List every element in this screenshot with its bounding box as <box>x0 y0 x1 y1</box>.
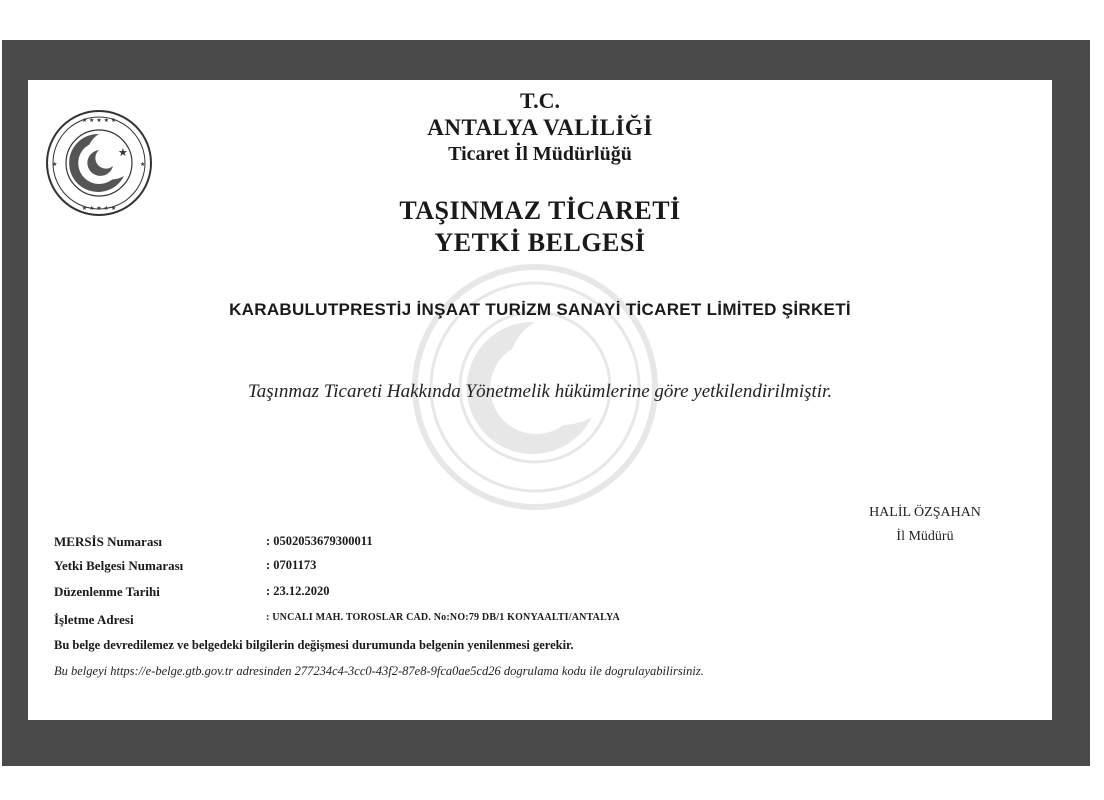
certificate-title-line2: YETKİ BELGESİ <box>434 228 646 257</box>
business-address-label: İşletme Adresi <box>54 612 134 627</box>
verification-note: Bu belgeyi https://e-belge.gtb.gov.tr adresinden 277234c4-3cc0-43f2-87e8-9fca0ae5cd26 dogrulama kodu ile dogrulayabilirsiniz. <box>54 664 704 678</box>
svg-text:★ ★ ★ ★ ★: ★ ★ ★ ★ ★ <box>81 205 117 212</box>
business-address-value: : UNCALI MAH. TOROSLAR CAD. No:NO:79 DB/1 KONYAALTI/ANTALYA <box>266 612 620 623</box>
certificate-number-value: : 0701173 <box>266 558 317 572</box>
signatory-name: HALİL ÖZŞAHAN <box>869 505 981 520</box>
company-name: KARABULUTPRESTİJ İNŞAAT TURİZM SANAYİ TİCARET LİMİTED ŞİRKETİ <box>229 300 851 319</box>
certificate-number-label: Yetki Belgesi Numarası <box>54 558 184 573</box>
issue-date-value: : 23.12.2020 <box>266 584 330 598</box>
non-transferable-notice: Bu belge devredilemez ve belgedeki bilgilerin değişmesi durumunda belgenin yenilenmesi gerekir. <box>54 638 574 652</box>
ministry-seal-icon <box>44 108 154 218</box>
mersis-label: MERSİS Numarası <box>54 534 162 549</box>
header-tc: T.C. <box>520 88 560 113</box>
svg-text:★: ★ <box>118 146 128 159</box>
certificate-title-line1: TAŞINMAZ TİCARETİ <box>399 196 681 225</box>
issue-date-label: Düzenlenme Tarihi <box>54 584 160 599</box>
authorization-statement: Taşınmaz Ticareti Hakkında Yönetmelik hükümlerine göre yetkilendirilmiştir. <box>247 381 833 402</box>
mersis-value: : 0502053679300011 <box>266 534 373 548</box>
signatory-title: İl Müdürü <box>896 529 954 544</box>
svg-text:★: ★ <box>52 161 58 168</box>
header-mudurluk: Ticaret İl Müdürlüğü <box>448 143 632 165</box>
header-valilik: ANTALYA VALİLİĞİ <box>427 115 653 140</box>
svg-text:★ ★ ★ ★ ★: ★ ★ ★ ★ ★ <box>81 117 117 124</box>
svg-text:★: ★ <box>140 161 146 168</box>
